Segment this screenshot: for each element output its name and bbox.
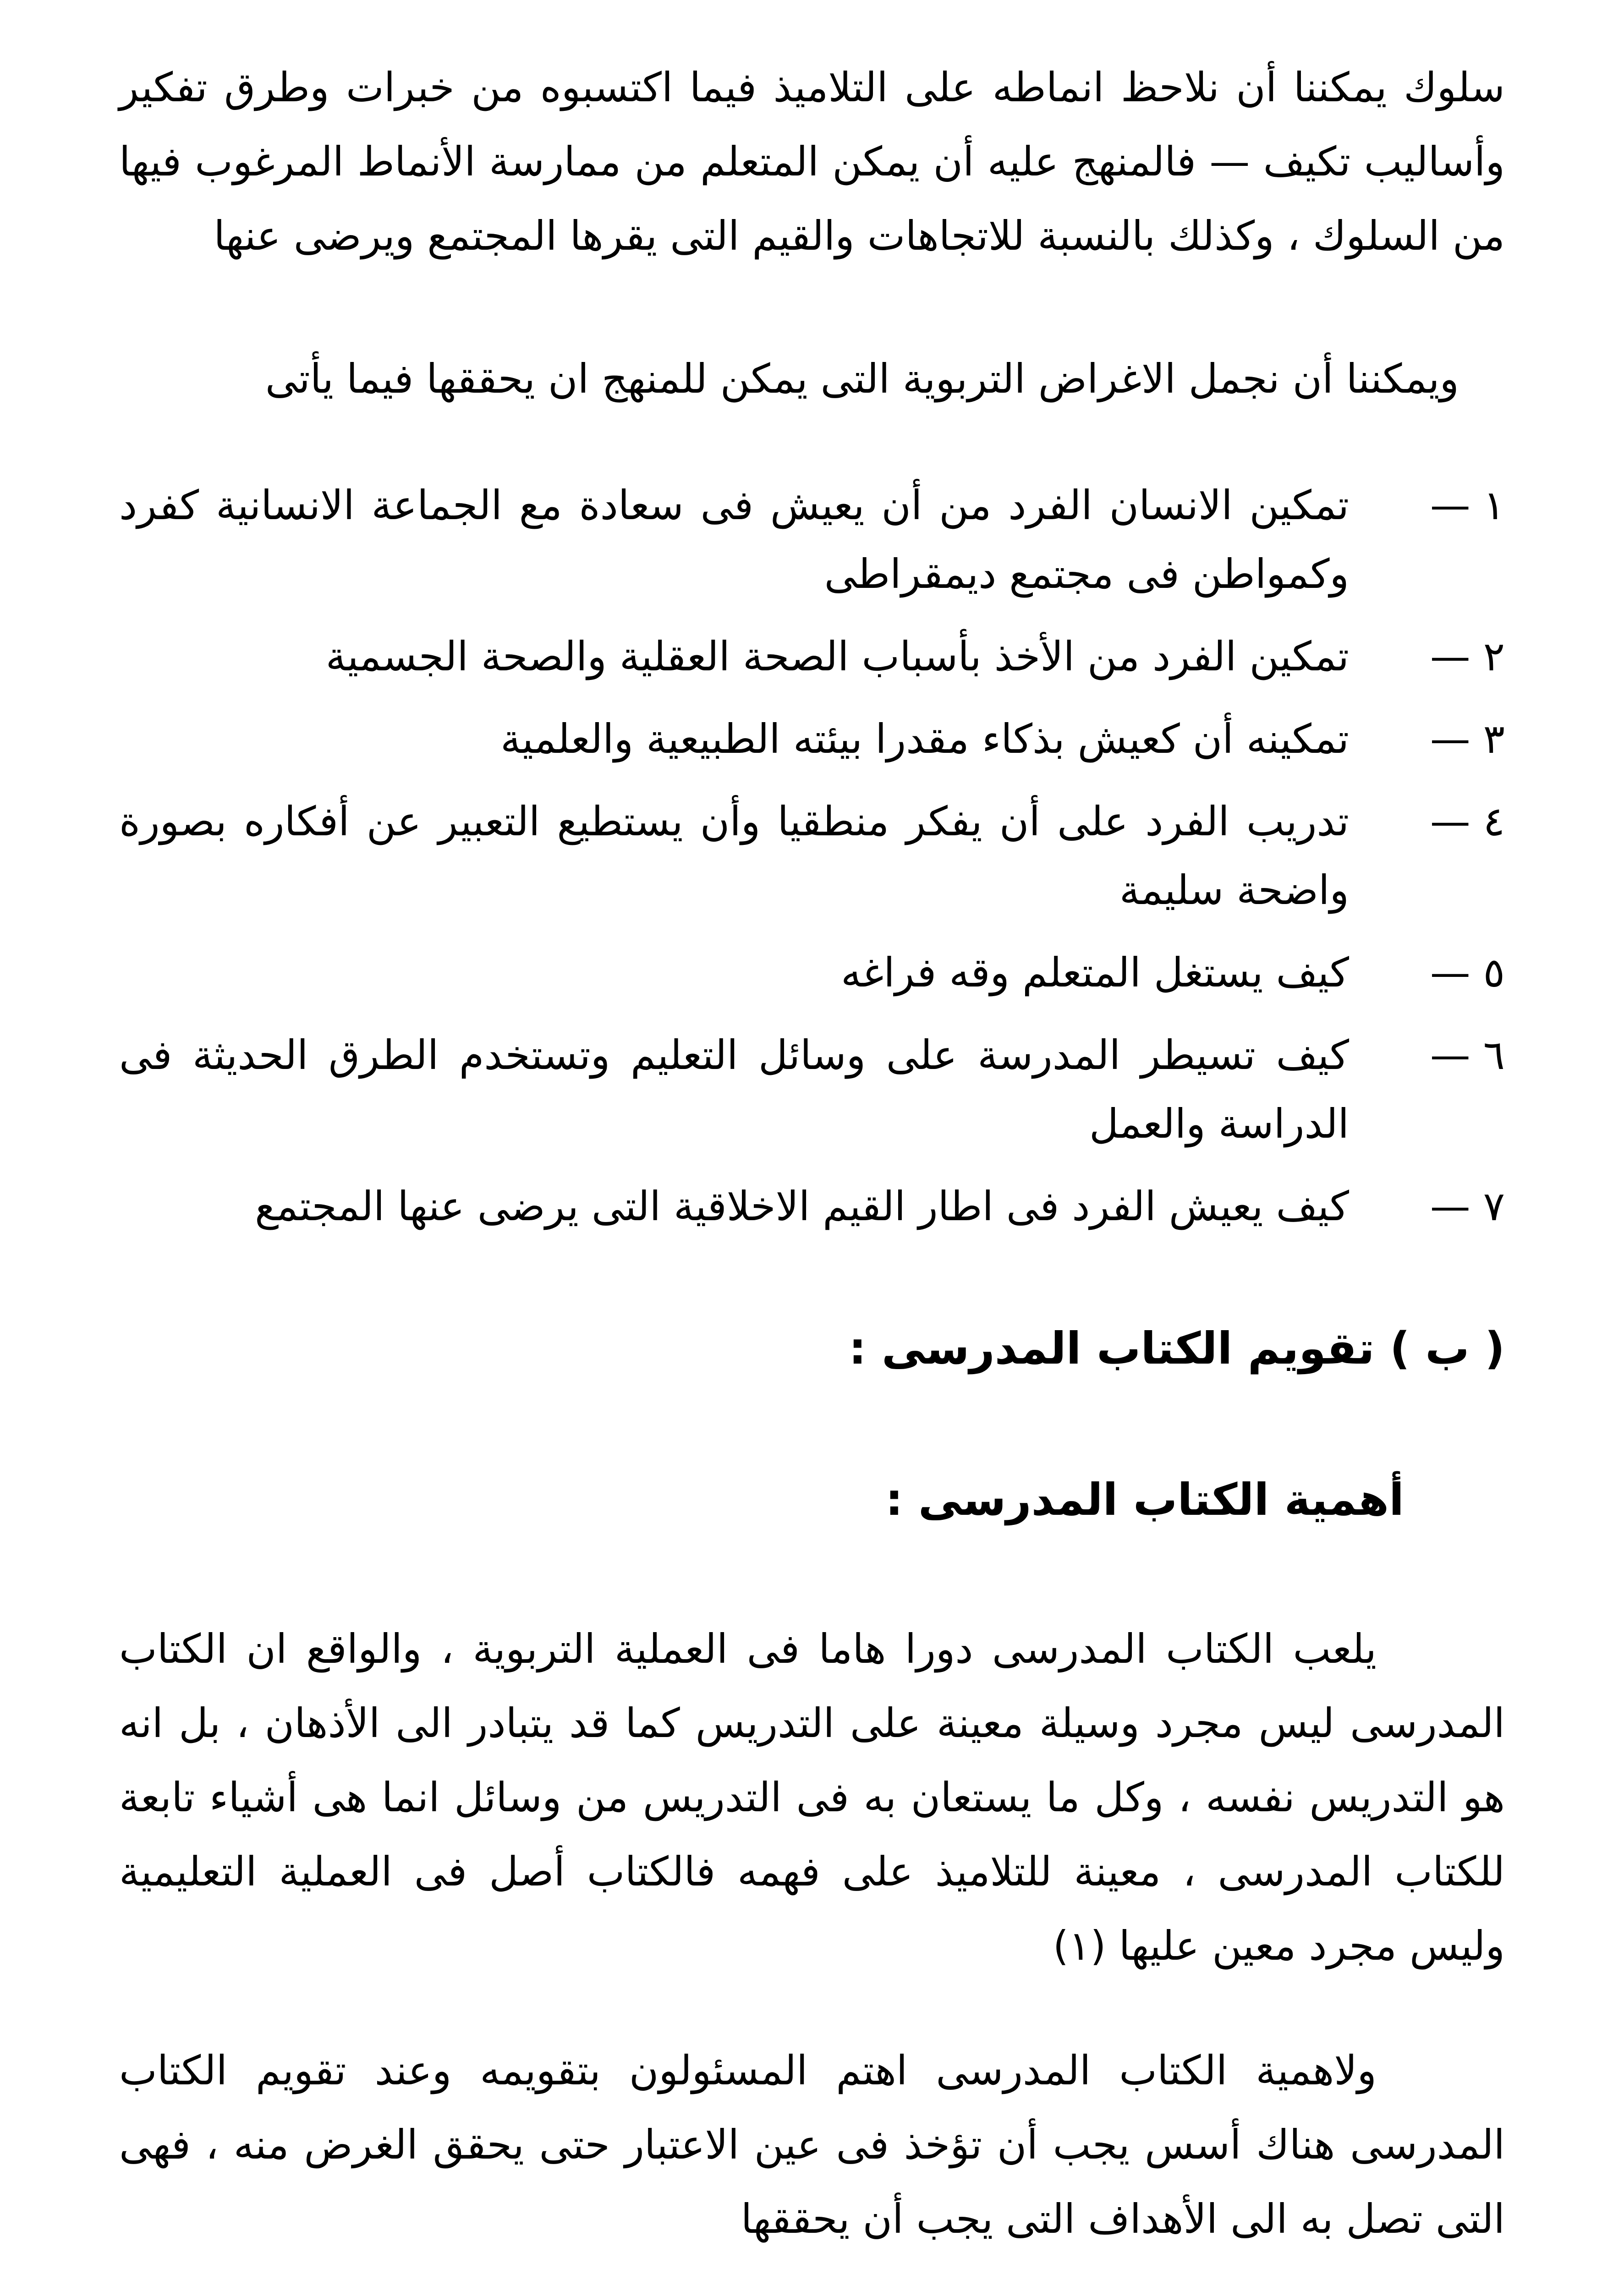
paragraph-objectives-intro: ويمكننا أن نجمل الاغراض التربوية التى يمكن للمنهج ان يحققها فيما يأتى (265, 355, 1459, 402)
paragraph-behavior: سلوك يمكننا أن نلاحظ انماطه على التلاميذ فيما اكتسبوه من خبرات وطرق تفكير وأساليب تكيف — فالمنهج عليه أن يمكن المتعلم من ممارسة الأنماط المرغوب فيها من السلوك ، وكذلك بالنسبة للاتجاهات والقيم التى يقرها المجتمع ويرضى عنها (119, 64, 1505, 259)
list-item-number: ١ — (1430, 482, 1505, 529)
list-item (119, 705, 1505, 773)
list-item (119, 471, 1505, 608)
list-item-number: ٤ — (1430, 798, 1505, 845)
list-item (119, 787, 1505, 925)
list-item-text: كيف يستغل المتعلم وقه فراغه (841, 949, 1349, 996)
list-item-number: ٢ — (1430, 633, 1505, 680)
list-item (119, 1172, 1505, 1241)
list-item-text: كيف يعيش الفرد فى اطار القيم الاخلاقية التى يرضى عنها المجتمع (255, 1183, 1349, 1230)
section-heading-textbook-evaluation: ( ب ) تقويم الكتاب المدرسى : (849, 1323, 1505, 1374)
paragraph-textbook-evaluation: ولاهمية الكتاب المدرسى اهتم المسئولون بتقويمه وعند تقويم الكتاب المدرسى هناك أسس يجب أن تؤخذ فى عين الاعتبار حتى يحقق الغرض منه ، فهى التى تصل به الى الأهداف التى يجب أن يحققها (119, 2047, 1505, 2242)
paragraph-textbook-role: يلعب الكتاب المدرسى دورا هاما فى العملية التربوية ، والواقع ان الكتاب المدرسى ليس مجرد وسيلة معينة على التدريس كما قد يتبادر الى الأذهان ، بل انه هو التدريس نفسه ، وكل ما يستعان به فى التدريس من وسائل انما هى أشياء تابعة للكتاب المدرسى ، معينة للتلاميذ على فهمه فالكتاب أصل فى العملية التعليمية وليس مجرد معين عليها (١) (119, 1625, 1505, 1969)
list-item (119, 938, 1505, 1007)
list-item-text: تمكين الانسان الفرد من أن يعيش فى سعادة مع الجماعة الانسانية كفرد وكمواطن فى مجتمع ديمقراطى (119, 482, 1349, 597)
list-item-text: تدريب الفرد على أن يفكر منطقيا وأن يستطيع التعبير عن أفكاره بصورة واضحة سليمة (119, 798, 1349, 914)
objectives-list (119, 471, 1505, 1241)
list-item-number: ٧ — (1430, 1183, 1505, 1230)
list-item-number: ٥ — (1430, 949, 1505, 996)
list-item-text: كيف تسيطر المدرسة على وسائل التعليم وتستخدم الطرق الحديثة فى الدراسة والعمل (119, 1031, 1349, 1147)
subsection-heading-textbook-importance: أهمية الكتاب المدرسى : (885, 1474, 1404, 1525)
list-item-number: ٣ — (1430, 715, 1505, 762)
list-item (119, 1021, 1505, 1158)
list-item-text: تمكين الفرد من الأخذ بأسباب الصحة العقلية والصحة الجسمية (325, 633, 1349, 680)
list-item (119, 622, 1505, 691)
list-item-number: ٦ — (1430, 1031, 1505, 1079)
list-item-text: تمكينه أن كعيش بذكاء مقدرا بيئته الطبيعية والعلمية (500, 715, 1349, 762)
